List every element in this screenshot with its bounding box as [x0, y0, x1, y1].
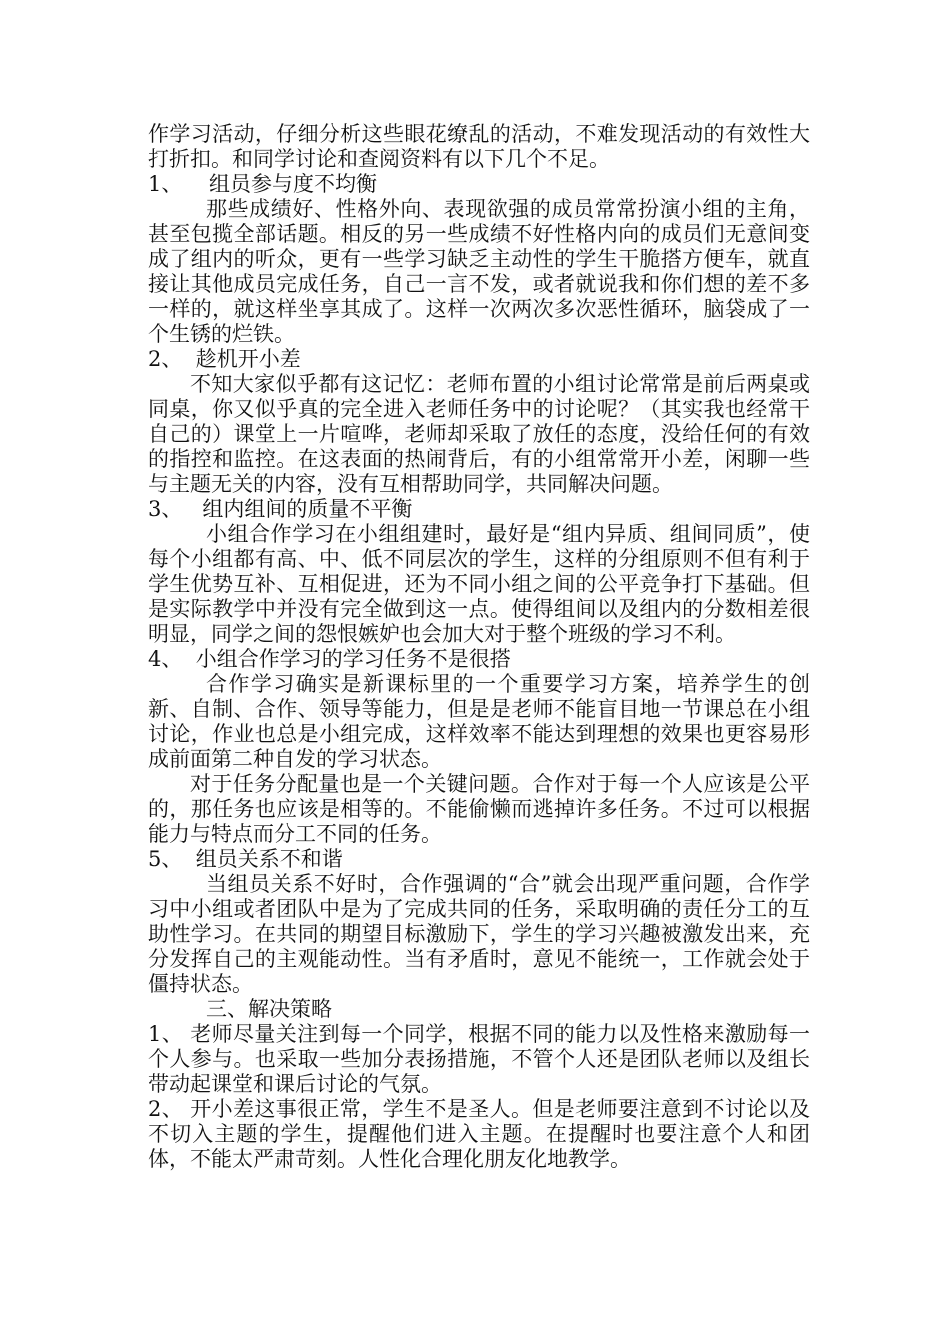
solution-2: 2、 开小差这事很正常，学生不是圣人。但是老师要注意到不讨论以及不切入主题的学生，提醒他们进入主题。在提醒时也要注意个人和团体，不能太严肃苛刻。人性化合理化朋友化地教学。: [148, 1097, 810, 1171]
heading-4: 4、 小组合作学习的学习任务不是很搭: [148, 647, 511, 671]
heading-2: 2、 趁机开小差: [148, 347, 301, 371]
paragraph-3: 小组合作学习在小组组建时，最好是“组内异质、组间同质”，使每个小组都有高、中、低不同层次的学生，这样的分组原则不但有利于学生优势互补、互相促进，还为不同小组之间的公平竞争打下基础。但是实际教学中并没有完全做到这一点。使得组间以及组内的分数相差很明显，同学之间的怨恨嫉妒也会加大对于整个班级的学习不利。: [148, 522, 810, 646]
solution-1: 1、 老师尽量关注到每一个同学，根据不同的能力以及性格来激励每一个人参与。也采取一些加分表扬措施，不管个人还是团队老师以及组长带动起课堂和课后讨论的气氛。: [148, 1022, 810, 1096]
heading-5: 5、 组员关系不和谐: [148, 847, 343, 871]
paragraph-5: 当组员关系不好时，合作强调的“合”就会出现严重问题，合作学习中小组或者团队中是为了完成共同的任务，采取明确的责任分工的互助性学习。在共同的期望目标激励下，学生的学习兴趣被激发出来，充分发挥自己的主观能动性。当有矛盾时，意见不能统一，工作就会处于僵持状态。: [148, 872, 810, 996]
paragraph-1: 那些成绩好、性格外向、表现欲强的成员常常扮演小组的主角，甚至包揽全部话题。相反的另一些成绩不好性格内向的成员们无意间变成了组内的听众，更有一些学习缺乏主动性的学生干脆搭方便车，就直接让其他成员完成任务，自己一言不发，或者就说我和你们想的差不多一样的，就这样坐享其成了。这样一次两次多次恶性循环，脑袋成了一个生锈的烂铁。: [148, 197, 810, 346]
section-heading-solutions: 三、解决策略: [206, 997, 332, 1021]
paragraph-intro: 作学习活动，仔细分析这些眼花缭乱的活动，不难发现活动的有效性大打折扣。和同学讨论和查阅资料有以下几个不足。: [148, 122, 810, 171]
paragraph-4b: 对于任务分配量也是一个关键问题。合作对于每一个人应该是公平的，那任务也应该是相等的。不能偷懒而逃掉许多任务。不过可以根据能力与特点而分工不同的任务。: [148, 772, 810, 846]
paragraph-2: 不知大家似乎都有这记忆：老师布置的小组讨论常常是前后两桌或同桌，你又似乎真的完全进入老师任务中的讨论呢？（其实我也经常干自己的）课堂上一片喧哗，老师却采取了放任的态度，没给任何的有效的指控和监控。在这表面的热闹背后，有的小组常常开小差，闲聊一些与主题无关的内容，没有互相帮助同学，共同解决问题。: [148, 372, 810, 496]
heading-1: 1、 组员参与度不均衡: [148, 172, 378, 196]
document-page: [148, 122, 810, 1172]
heading-3: 3、 组内组间的质量不平衡: [148, 497, 413, 521]
paragraph-4a: 合作学习确实是新课标里的一个重要学习方案，培养学生的创新、自制、合作、领导等能力，但是是老师不能盲目地一节课总在小组讨论，作业也总是小组完成，这样效率不能达到理想的效果也更容易形成前面第二种自发的学习状态。: [148, 672, 810, 771]
